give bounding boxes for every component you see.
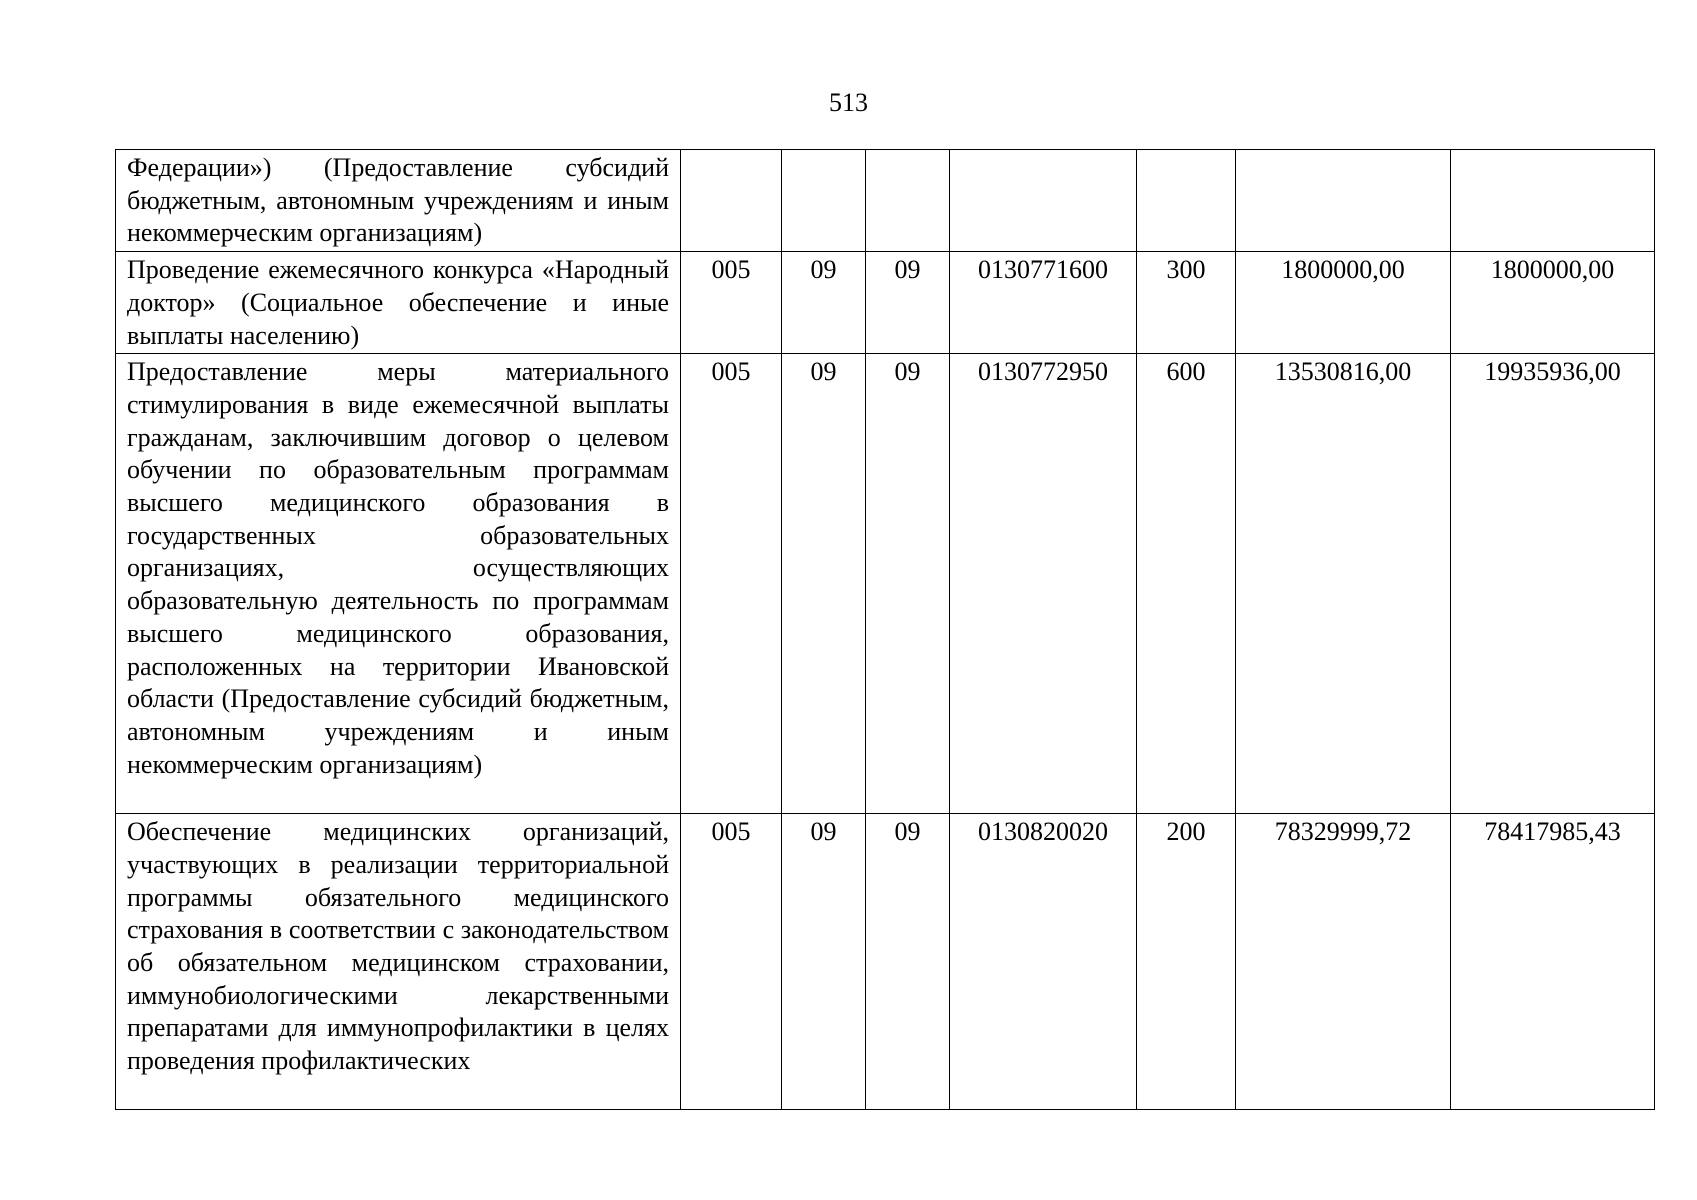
section-code: 09 — [782, 252, 866, 354]
section-code — [782, 150, 866, 252]
amount-2: 1800000,00 — [1451, 252, 1655, 354]
amount-1 — [1236, 150, 1451, 252]
subsection-code: 09 — [866, 354, 950, 814]
expense-type-code: 300 — [1137, 252, 1236, 354]
section-code: 09 — [782, 354, 866, 814]
subsection-code: 09 — [866, 252, 950, 354]
ministry-code: 005 — [681, 354, 782, 814]
ministry-code: 005 — [681, 252, 782, 354]
amount-2 — [1451, 150, 1655, 252]
amount-2: 78417985,43 — [1451, 814, 1655, 1110]
table-row — [116, 354, 1655, 814]
amount-1: 13530816,00 — [1236, 354, 1451, 814]
page-number: 513 — [829, 88, 868, 117]
row-description: Федерации») (Предоставление субсидий бюджетным, автономным учреждениям и иным некоммерческим организациям) — [116, 150, 681, 252]
table-row — [116, 814, 1655, 1110]
row-description: Предоставление меры материального стимулирования в виде ежемесячной выплаты гражданам, заключившим договор о целевом обучении по образовательным программам высшего медицинского образования в государственных образовательных организациях, осуществляющих образовательную деятельность по программам высшего медицинского образования, расположенных на территории Ивановской области (Предоставление субсидий бюджетным, автономным учреждениям и иным некоммерческим организациям) — [116, 354, 681, 814]
section-code: 09 — [782, 814, 866, 1110]
subsection-code — [866, 150, 950, 252]
row-description: Обеспечение медицинских организаций, участвующих в реализации территориальной программы обязательного медицинского страхования в соответствии с законодательством об обязательном медицинском страховании, иммунобиологическими лекарственными препаратами для иммунопрофилактики в целях проведения профилактических — [116, 814, 681, 1110]
ministry-code: 005 — [681, 814, 782, 1110]
target-article-code — [950, 150, 1137, 252]
amount-2: 19935936,00 — [1451, 354, 1655, 814]
amount-1: 1800000,00 — [1236, 252, 1451, 354]
expense-type-code: 600 — [1137, 354, 1236, 814]
ministry-code — [681, 150, 782, 252]
target-article-code: 0130772950 — [950, 354, 1137, 814]
target-article-code: 0130771600 — [950, 252, 1137, 354]
expense-type-code — [1137, 150, 1236, 252]
budget-table — [115, 149, 1655, 1110]
subsection-code: 09 — [866, 814, 950, 1110]
expense-type-code: 200 — [1137, 814, 1236, 1110]
amount-1: 78329999,72 — [1236, 814, 1451, 1110]
row-description: Проведение ежемесячного конкурса «Народный доктор» (Социальное обеспечение и иные выплаты населению) — [116, 252, 681, 354]
table-row — [116, 150, 1655, 252]
target-article-code: 0130820020 — [950, 814, 1137, 1110]
table-row — [116, 252, 1655, 354]
